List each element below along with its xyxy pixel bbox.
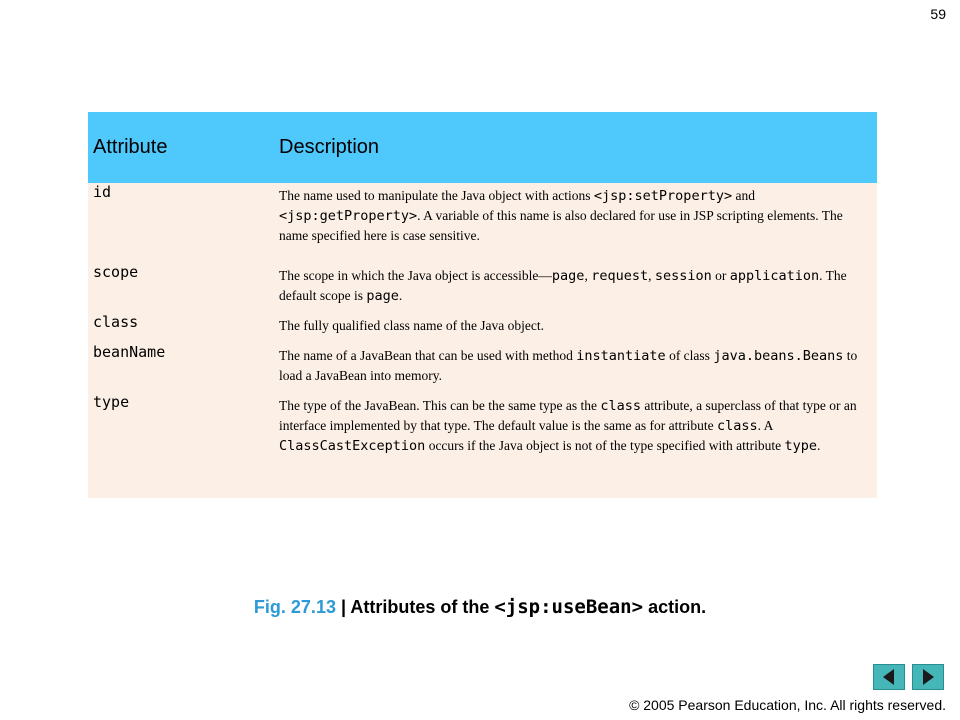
table-row xyxy=(88,183,877,263)
attribute-cell: type xyxy=(93,393,130,411)
attribute-cell: scope xyxy=(93,263,139,281)
caption-text: | Attributes of the xyxy=(335,597,495,617)
code-text: instantiate xyxy=(576,348,666,364)
right-arrow-icon xyxy=(913,665,943,689)
description-text: , xyxy=(584,268,592,283)
description-text: and xyxy=(732,188,755,203)
description-text: The name used to manipulate the Java object with actions xyxy=(279,188,594,203)
attributes-table xyxy=(88,112,877,498)
description-text: . A xyxy=(757,418,773,433)
caption-code: <jsp:useBean> xyxy=(494,596,644,618)
table-header xyxy=(88,112,877,183)
code-text: ClassCastException xyxy=(279,438,426,454)
code-text: java.beans.Beans xyxy=(713,348,844,364)
code-text: class xyxy=(716,418,758,434)
description-text: The scope in which the Java object is accessible— xyxy=(279,268,552,283)
header-attribute: Attribute xyxy=(93,136,168,158)
description-cell xyxy=(279,396,873,456)
code-text: <jsp:getProperty> xyxy=(279,208,418,224)
description-cell xyxy=(279,266,873,306)
code-text: page xyxy=(366,288,399,304)
figure-caption xyxy=(0,596,960,618)
description-text: , xyxy=(648,268,655,283)
copyright-footer: © 2005 Pearson Education, Inc. All rights reserved. xyxy=(629,697,946,713)
description-text: . xyxy=(816,438,821,453)
code-text: page xyxy=(551,268,585,284)
next-slide-button[interactable] xyxy=(912,664,944,690)
table-row xyxy=(88,313,877,343)
code-text: application xyxy=(729,268,820,284)
code-text: session xyxy=(654,268,712,284)
description-text: The name of a JavaBean that can be used with method xyxy=(279,348,577,363)
description-text: . xyxy=(398,288,403,303)
description-text: to load a JavaBean into memory. xyxy=(279,348,858,383)
description-text: . The default scope is xyxy=(279,268,847,303)
description-text: occurs if the Java object is not of the type specified with attribute xyxy=(425,438,785,453)
code-text: <jsp:setProperty> xyxy=(593,188,733,204)
table-row xyxy=(88,263,877,313)
table-row xyxy=(88,343,877,393)
page-number: 59 xyxy=(930,6,946,22)
description-cell xyxy=(279,316,873,335)
code-text: request xyxy=(591,268,649,284)
figure-label: Fig. 27.13 xyxy=(253,597,336,617)
description-text: attribute, a superclass of that type or an interface implemented by that type. The default value is the same as for attribute xyxy=(279,398,857,433)
description-text: of class xyxy=(665,348,714,363)
code-text: class xyxy=(600,398,642,414)
code-text: type xyxy=(784,438,817,454)
attribute-cell: class xyxy=(93,313,139,331)
description-text: The type of the JavaBean. This can be the same type as the xyxy=(279,398,601,413)
description-cell xyxy=(279,186,873,245)
description-text: The fully qualified class name of the Java object. xyxy=(279,318,545,333)
caption-suffix: action. xyxy=(643,597,707,617)
description-cell xyxy=(279,346,873,385)
attribute-cell: id xyxy=(93,183,112,201)
left-arrow-icon xyxy=(874,665,904,689)
table-row xyxy=(88,393,877,493)
header-description: Description xyxy=(279,136,380,158)
description-text: . A variable of this name is also declared for use in JSP scripting elements. The name specified here is case sensitive. xyxy=(279,208,843,243)
attribute-cell: beanName xyxy=(93,343,166,361)
previous-slide-button[interactable] xyxy=(873,664,905,690)
description-text: or xyxy=(711,268,730,283)
